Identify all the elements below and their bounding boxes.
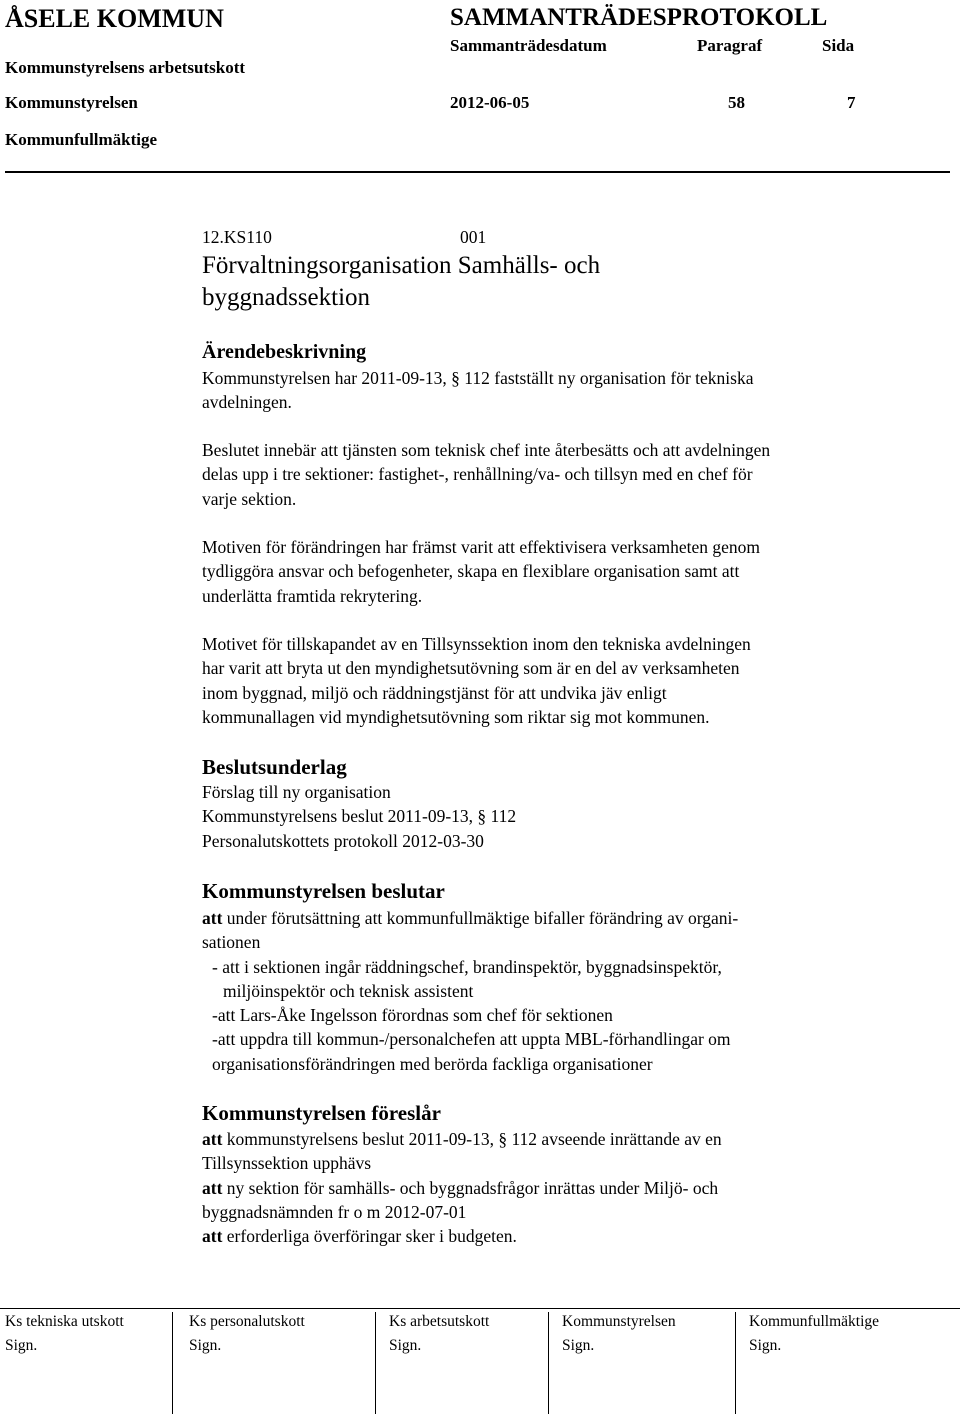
basis-item: Kommunstyrelsens beslut 2011-09-13, § 112 [202,806,517,827]
signature-column-label: Ks tekniska utskott [5,1313,124,1330]
proposal-item: kommunstyrelsens beslut 2011-09-13, § 112 avseende inrättande av en [222,1129,722,1149]
text-line: varje sektion. [202,488,297,509]
signature-column-label: Ks personalutskott [189,1313,305,1330]
signature-field: Sign. [189,1337,222,1354]
text-line: delas upp i tre sektioner: fastighet-, renhållning/va- och tillsyn med en chef för [202,464,753,485]
signature-divider [735,1312,736,1414]
signature-column-label: Ks arbetsutskott [389,1313,490,1330]
basis-list [202,780,902,853]
signature-divider [375,1312,376,1414]
municipality-name: ÅSELE KOMMUN [5,4,224,33]
case-title-line1: Förvaltningsorganisation Samhälls- och [202,252,601,279]
document-type: SAMMANTRÄDESPROTOKOLL [450,4,828,31]
text-line: Motivet för tillskapandet av en Tillsynssektion inom den tekniska avdelningen [202,634,751,654]
case-code: 001 [460,227,487,247]
meeting-date: 2012-06-05 [450,93,530,112]
body-ks: Kommunstyrelsen [5,93,138,112]
decision-item: organisationsförändringen med berörda fackliga organisationer [212,1053,653,1074]
description-paragraph-3 [202,535,902,608]
text-line [202,1224,902,1248]
basis-heading: Beslutsunderlag [202,755,347,779]
proposal-item: erforderliga överföringar sker i budgeten. [222,1226,517,1247]
text-line: sationen [202,932,261,953]
description-paragraph-2 [202,438,902,511]
decision-text [202,906,902,1076]
att-keyword: att [202,908,223,928]
column-date-label: Sammanträdesdatum [450,36,607,55]
text-line: kommunallagen vid myndighetsutövning som riktar sig mot kommunen. [202,706,710,727]
body-ks-au: Kommunstyrelsens arbetsutskott [5,58,246,77]
text-line: Motiven för förändringen har främst varit att effektivisera verksamheten genom [202,537,761,557]
text-line [202,1127,902,1151]
description-paragraph-4 [202,632,902,729]
text-line: Beslutet innebär att tjänsten som teknisk chef inte återbesätts och att avdelningen [202,440,771,460]
decision-item: - att i sektionen ingår räddningschef, brandinspektör, byggnadsinspektör, [212,956,722,977]
text-line: Kommunstyrelsen har 2011-09-13, § 112 fastställt ny organisation för tekniska [202,368,754,388]
text-line [202,1176,902,1200]
signature-divider [548,1312,549,1414]
proposal-text [202,1127,902,1248]
description-paragraph-1 [202,366,902,415]
att-keyword: att [202,1129,223,1149]
att-keyword: att [202,1177,223,1198]
column-paragraph-label: Paragraf [697,36,763,55]
case-number: 12.KS110 [202,227,272,247]
decision-item: -att uppdra till kommun-/personalchefen att uppta MBL-förhandlingar om [212,1029,731,1050]
text-line: inom byggnad, miljö och räddningstjänst för att undvika jäv enligt [202,682,667,703]
body-kf: Kommunfullmäktige [5,130,158,149]
text-line: Tillsynssektion upphävs [202,1153,372,1174]
decision-lead: under förutsättning att kommunfullmäktige bifaller förändring av organi- [222,908,739,928]
decision-heading: Kommunstyrelsen beslutar [202,879,445,903]
proposal-item: ny sektion för samhälls- och byggnadsfrågor inrättas under Miljö- och [222,1177,719,1198]
signature-field: Sign. [5,1337,38,1354]
text-line: har varit att bryta ut den myndighetsutövning som är en del av verksamheten [202,658,740,679]
proposal-heading: Kommunstyrelsen föreslår [202,1101,441,1125]
basis-item: Personalutskottets protokoll 2012-03-30 [202,830,484,851]
header-divider [5,171,950,173]
page-number: 7 [847,93,856,112]
column-page-label: Sida [822,36,855,55]
text-line: byggnadsnämnden fr o m 2012-07-01 [202,1201,467,1222]
signature-column-label: Kommunstyrelsen [562,1313,676,1330]
att-keyword: att [202,1226,223,1247]
signature-field: Sign. [562,1337,595,1354]
text-line: underlätta framtida rekrytering. [202,585,423,606]
signature-field: Sign. [389,1337,422,1354]
text-line: avdelningen. [202,392,292,413]
signature-field: Sign. [749,1337,782,1354]
case-title-line2: byggnadssektion [202,284,371,311]
signature-divider [172,1312,173,1414]
decision-item: miljöinspektör och teknisk assistent [223,980,474,1001]
decision-item: -att Lars-Åke Ingelsson förordnas som chef för sektionen [212,1005,613,1026]
paragraph-number: 58 [728,93,745,112]
signature-column-label: Kommunfullmäktige [749,1313,880,1330]
text-line [202,906,902,930]
text-line: tydliggöra ansvar och befogenheter, skapa en flexiblare organisation samt att [202,561,740,582]
description-heading: Ärendebeskrivning [202,341,367,363]
basis-item: Förslag till ny organisation [202,782,391,802]
footer-divider [0,1308,960,1309]
